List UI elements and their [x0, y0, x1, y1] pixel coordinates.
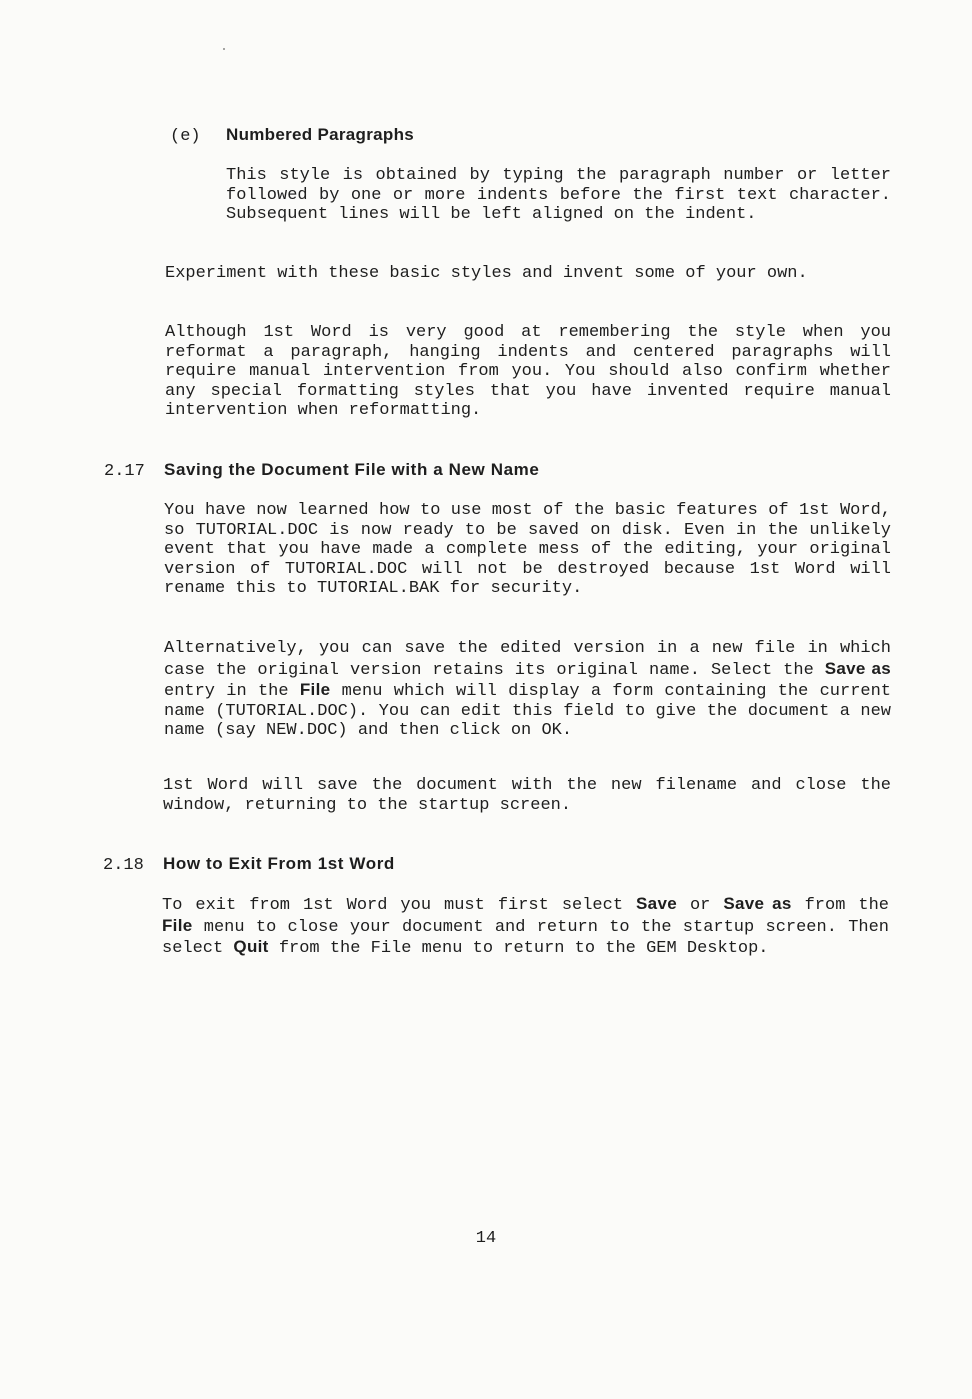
page-number: 14 [475, 1229, 497, 1248]
section-number: 2.17 [104, 462, 145, 481]
saving-paragraph-3: 1st Word will save the document with the new filename and close the window, returning to the startup screen. [163, 776, 891, 815]
although-paragraph: Although 1st Word is very good at remembering the style when you reformat a paragraph, hanging indents and centered paragraphs will require manual intervention from you. You should also confirm whether any special formatting styles that you have invented require manual intervention when reformatting. [165, 323, 891, 421]
section-title: Saving the Document File with a New Name [164, 460, 540, 479]
subsection-label: (e) [170, 127, 201, 146]
numbered-paragraphs-body: This style is obtained by typing the paragraph number or letter followed by one or more indents before the first text character. Subsequent lines will be left aligned on the indent. [226, 166, 891, 225]
text-run: entry in the [164, 682, 300, 702]
saving-paragraph-2 [164, 639, 891, 741]
save-as-term: Save as [824, 658, 892, 678]
file-menu-term: File [162, 915, 193, 935]
text-run: menu to close your document and return to the startup screen. Then select [162, 917, 889, 959]
scan-speck [223, 48, 225, 50]
experiment-paragraph: Experiment with these basic styles and invent some of your own. [165, 264, 808, 283]
exit-paragraph [162, 894, 889, 959]
section-number: 2.18 [103, 856, 144, 875]
text-run: menu which will display a form containing the current name (TUTORIAL.DOC). You can edit this field to give the document a new name (say NEW.DOC) and then click on OK. [164, 682, 892, 741]
section-heading-2-18 [103, 854, 395, 876]
text-run: from the [791, 896, 890, 915]
text-run: from the File menu to return to the GEM Desktop. [268, 939, 769, 959]
section-heading-2-17 [104, 460, 539, 482]
text-run: or [676, 896, 724, 915]
quit-term: Quit [233, 937, 269, 957]
save-term: Save [636, 894, 677, 913]
text-run: To exit from 1st Word you must first select [162, 896, 637, 915]
section-title: How to Exit From 1st Word [163, 854, 395, 873]
saving-paragraph-1: You have now learned how to use most of the basic features of 1st Word, so TUTORIAL.DOC is now ready to be saved on disk. Even in the unlikely event that you have made a complete mess of the editing, your original version of TUTORIAL.DOC will not be destroyed because 1st Word will rename this to TUTORIAL.BAK for security. [164, 501, 891, 599]
subsection-title: Numbered Paragraphs [226, 125, 415, 144]
text-run: Alternatively, you can save the edited version in a new file in which case the original version retains its original name. Select the [164, 639, 891, 680]
file-menu-term: File [299, 680, 331, 700]
subsection-heading-e [170, 125, 414, 147]
save-as-term: Save as [723, 894, 792, 913]
